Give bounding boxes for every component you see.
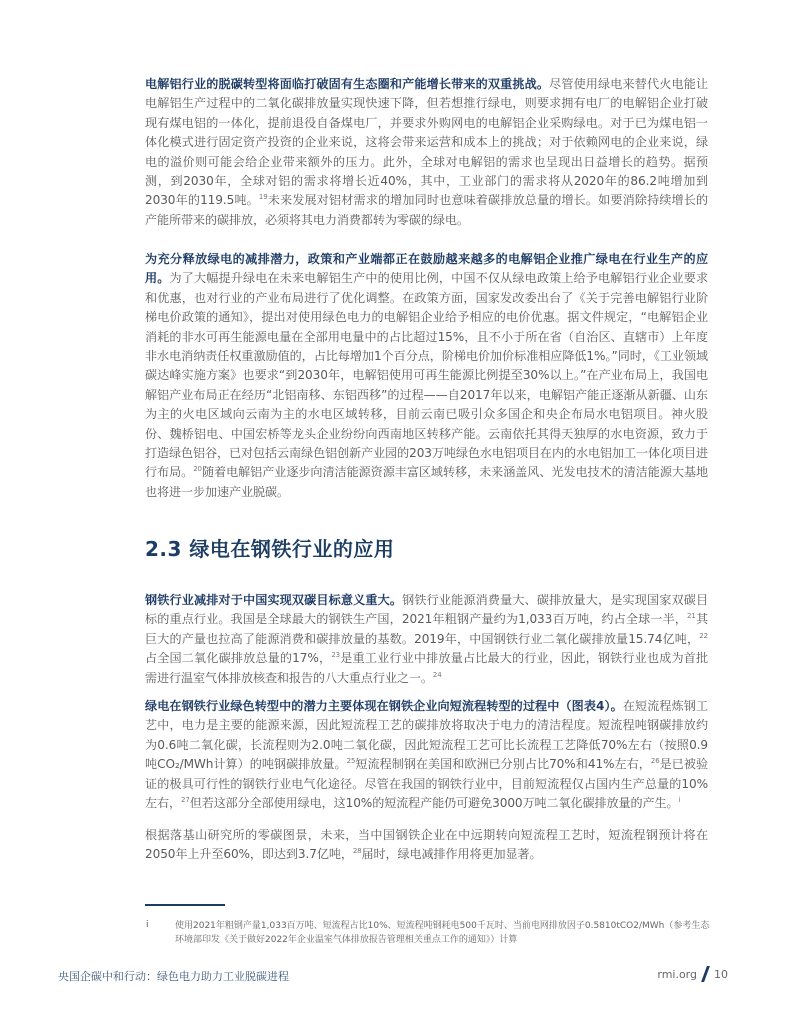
paragraph-text: 短流程制钢在美国和欧洲已分别占比70%和41%左右，	[355, 757, 651, 772]
paragraph-text: 在短流程炼钢工艺中，电力是主要的能源来源，因此短流程工艺的碳排放将取决于电力的清洁程度。短流程吨钢碳排放约为0.6吨二氧化碳，长流程则为2.0吨二氧化碳，因此短流程工艺可比长流程工艺降低70%左右（按照0.9吨CO₂/MWh计算）的吨钢碳排放量。	[145, 699, 708, 772]
paragraph-lead: 电解铝行业的脱碳转型将面临打破固有生态圈和产能增长带来的双重挑战。	[145, 77, 550, 91]
section-heading: 2.3 绿电在钢铁行业的应用	[145, 537, 395, 561]
paragraph-steel-outlook	[145, 826, 708, 865]
paragraph-text: 未来发展对铝材需求的增加同时也意味着碳排放总量的增长。如要消除持续增长的产能所带来的碳排放，必须将其电力消费都转为零碳的绿电。	[145, 193, 708, 227]
footnote-reference[interactable]: 22	[699, 631, 708, 640]
paragraph-text: 届时，绿电减排作用将更加显著。	[361, 847, 542, 862]
paragraph-steel-short-process	[145, 697, 708, 813]
page-number: 10	[714, 967, 728, 981]
footnote-reference[interactable]: 24	[432, 670, 442, 679]
footnote-text: 使用2021年粗钢产量1,033百万吨、短流程占比10%、短流程吨钢耗电500千瓦时、当前电网排放因子0.5810tCO2/MWh（参考生态环境部印发《关于做好2022年企业温室气体排放报告管理相关重点工作的通知》）计算	[175, 921, 710, 945]
paragraph-aluminum-challenges	[145, 75, 708, 230]
paragraph-steel-importance	[145, 591, 708, 688]
paragraph-text: 随着电解铝产业逐步向清洁能源资源丰富区域转移，未来涵盖风、光发电技术的清洁能源大基地也将进一步加速产业脱碳。	[145, 465, 708, 499]
footnote-reference[interactable]: 19	[258, 193, 268, 202]
paragraph-lead: 绿电在钢铁行业绿色转型中的潜力主要体现在钢铁企业向短流程转型的过程中（图表4）。	[145, 699, 623, 713]
footnote-reference[interactable]: 20	[193, 465, 202, 474]
paragraph-text: 尽管使用绿电来替代火电能让电解铝生产过程中的二氧化碳排放量实现快速下降，但若想推行绿电，则要求拥有电厂的电解铝企业打破现有煤电铝的一体化，提前退役自备煤电厂，并要求外购网电的电解铝企业采购绿电。对于已为煤电铝一体化模式进行固定资产投资的企业来说，这将会带来运营和成本上的挑战；对于依赖网电的企业来说，绿电的溢价则可能会给企业带来额外的压力。此外，全球对电解铝的需求也呈现出日益增长的趋势。据预测，到2030年，全球对铝的需求将增长近40%，其中，工业部门的需求将从2020年的86.2吨增加到2030年的119.5吨。	[145, 77, 709, 208]
footer-site-link[interactable]: rmi.org	[657, 967, 697, 981]
footer-title: 央国企碳中和行动：绿色电力助力工业脱碳进程	[58, 970, 289, 983]
footnote-reference[interactable]: 25	[346, 757, 356, 766]
paragraph-text: 根据落基山研究所的零碳图景，未来，当中国钢铁企业在中远期转向短流程工艺时，短流程钢预计将在2050年上升至60%，即达到3.7亿吨，	[145, 828, 708, 862]
slash-divider-icon	[701, 966, 710, 982]
paragraph-lead: 为充分释放绿电的减排潜力，政策和产业端都正在鼓励越来越多的电解铝企业推广绿电在行业生产的应用。	[145, 252, 708, 286]
footnote-reference[interactable]: 28	[352, 847, 362, 856]
footnote-mark: i	[146, 920, 149, 930]
footnote-divider	[145, 904, 225, 906]
footnote-reference[interactable]: i	[678, 796, 681, 805]
footnote-reference[interactable]: 21	[687, 612, 696, 621]
paragraph-text: 其巨大的产量也拉高了能源消费和碳排放量的基数。2019年，中国钢铁行业二氧化碳排放量15.74亿吨，	[145, 612, 708, 646]
paragraph-text: 是重工业行业中排放量占比最大的行业，因此，钢铁行业也成为首批需进行温室气体排放核查和报告的八大重点行业之一。	[145, 651, 708, 685]
footer-right	[657, 966, 728, 982]
footnote-reference[interactable]: 26	[650, 757, 660, 766]
paragraph-text: 为了大幅提升绿电在未来电解铝生产中的使用比例，中国不仅从绿电政策上给予电解铝行业企业要求和优惠，也对行业的产业布局进行了优化调整。在政策方面，国家发改委出台了《关于完善电解铝行业阶梯电价政策的通知》，提出对使用绿色电力的电解铝企业给予相应的电价优惠。据文件规定，“电解铝企业消耗的非水可再生能源电量在全部用电量中的占比超过15%，且不小于所在省（自治区、直辖市）上年度非水电消纳责任权重激励值的，占比每增加1个百分点，阶梯电价加价标准相应降低1%。”同时，《工业领域碳达峰实施方案》也要求“到2030年，电解铝使用可再生能源比例提至30%以上。”在产业布局上，我国电解铝产业布局正在经历“北铝南移、东铝西移”的过程——自2017年以来，电解铝产能正逐渐从新疆、山东为主的火电区域向云南为主的水电区域转移，目前云南已吸引众多国企和央企布局水电铝项目。神火股份、魏桥铝电、中国宏桥等龙头企业纷纷向西南地区转移产能。云南依托其得天独厚的水电资源，致力于打造绿色铝谷，已对包括云南绿色铝创新产业园的203万吨绿色水电铝项目在内的水电铝加工一体化项目进行布局。	[145, 271, 708, 480]
footnote-reference[interactable]: 27	[180, 796, 190, 805]
paragraph-text: 但若这部分全部使用绿电，这10%的短流程产能仍可避免3000万吨二氧化碳排放量的产生。	[189, 796, 679, 811]
paragraph-aluminum-policy	[145, 250, 708, 502]
paragraph-text: 是已被验证的极具可行性的钢铁行业电气化途径。尽管在我国的钢铁行业中，目前短流程仅占国内生产总量的10%左右，	[145, 757, 708, 811]
footnote-reference[interactable]: 23	[331, 651, 341, 660]
paragraph-text: 钢铁行业能源消费量大、碳排放量大，是实现国家双碳目标的重点行业。我国是全球最大的钢铁生产国，2021年粗钢产量约为1,033百万吨，约占全球一半，	[145, 593, 708, 627]
paragraph-text: 占全国二氧化碳排放总量的17%，	[145, 651, 332, 666]
paragraph-lead: 钢铁行业减排对于中国实现双碳目标意义重大。	[145, 593, 403, 607]
